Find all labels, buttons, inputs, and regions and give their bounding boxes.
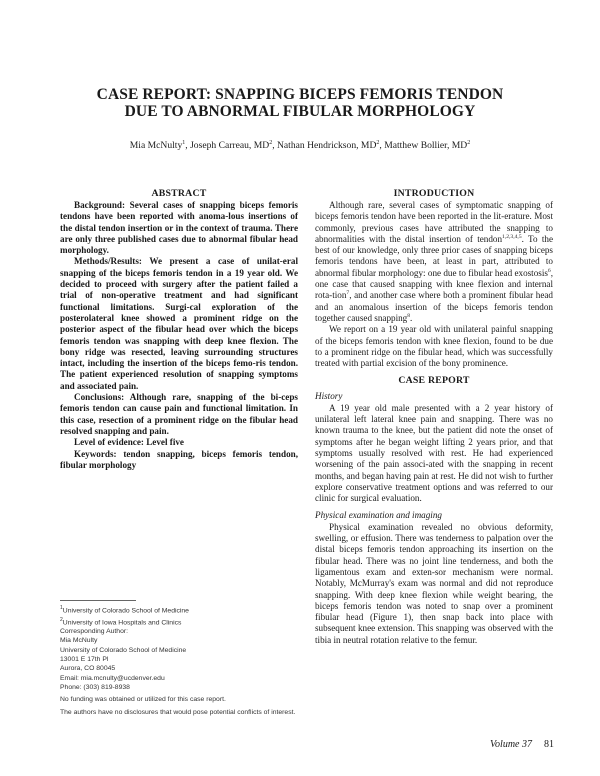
affiliation-1: $^1$University of Colorado School of Medicine (60, 605, 189, 615)
page-footer (490, 739, 554, 750)
funding-statement: No funding was obtained or utilized for this case report. (60, 696, 226, 704)
affiliation-2: $^2$University of Iowa Hospitals and Clinics (60, 616, 182, 626)
exam-paragraph: Physical examination revealed no obvious deformity, swelling, or effusion. There was tenderness to palpation over the distal biceps femoris tendon approaching its insertion on the fibular head. There was no joint line tenderness, and both the ligamentous exam and exten-sor mechanism were normal. Notably, McMurray's exam was normal and did not reproduce snapping. With deep knee flexion while weight bearing, the biceps femoris tendon was noted to snap over a prominent fibular head (Figure 1), then snap back into place with subsequent knee extension. This snapping was observed with the tibia in neutral rotation relative to the femur. (315, 521, 553, 645)
author-2: Joseph Carreau, $MD^2$, (190, 140, 277, 152)
journal-volume: Volume 37 (490, 739, 532, 750)
corresponding-street: 13001 E 17th Pl (60, 656, 109, 664)
exam-subheading: Physical examination and imaging (315, 510, 442, 521)
author-4: Matthew Bollier, $MD^2$ (384, 140, 471, 152)
footnote-rule (60, 600, 136, 601)
abstract-background: Background: Several cases of snapping biceps femoris tendons have been reported with anoma-lous insertions of the distal tendon insertion or in the context of trauma. There are only three published cases due to abnormal fibular head morphology. (60, 200, 298, 256)
footnotes (60, 600, 300, 717)
history-paragraph: A 19 year old male presented with a 2 year history of unilateral left lateral knee pain and snapping. There was no known trauma to the knee, but the patient did note the onset of symptoms after he began weight lifting 2 years prior, and that symptoms usually resolved with rest. He had experienced worsening of the pain associ-ated with the snapping in recent months, and began having pain at rest. He did not wish to further explore conservative treatment options and was referred to our clinic for surgical evaluation. (315, 402, 553, 504)
title-line-2: DUE TO ABNORMAL FIBULAR MORPHOLOGY (124, 103, 476, 120)
disclosure-statement: The authors have no disclosures that would pose potential conflicts of interest. (60, 708, 296, 716)
corresponding-email: Email: mia.mcnulty@ucdenver.edu (60, 674, 165, 682)
corresponding-name: Mia McNulty (60, 637, 98, 645)
right-column (315, 188, 553, 646)
history-subheading: History (315, 391, 343, 402)
introduction-paragraph-2: We report on a 19 year old with unilateral painful snapping of the biceps femoris tendon with knee flexion, found to be due to a prominent ridge on the fibular head, which was successfully treated with partial excision of the bony prominence. (315, 324, 553, 369)
author-1: Mia McNulty$^1$, (129, 140, 191, 152)
corresponding-institution: University of Colorado School of Medicine (60, 646, 187, 654)
abstract-conclusions: Conclusions: Although rare, snapping of the bi-ceps femoris tendon can cause pain and functional limitation. In this case, resection of a prominent ridge on the fibular head resolved snapping and pain. (60, 392, 298, 436)
corresponding-label: Corresponding Author: (60, 628, 129, 636)
title-line-1: CASE REPORT: SNAPPING BICEPS FEMORIS TENDON (96, 86, 504, 103)
case-report-heading: CASE REPORT (398, 375, 470, 387)
page-number: 81 (544, 739, 554, 750)
introduction-paragraph-1: Although rare, several cases of symptomatic snapping of biceps femoris tendon have been reported in the lit-erature. Most commonly, previous cases have attributed the snapping to abnormalities with the distal insertion of tendon$^{1,2,3,4,5}$. To the best of our knowledge, only three prior cases of snapping biceps femoris tendons have been, at least in part, attributed to abnormal fibular morphology: one due to fibular head exostosis$^6$, one case that caused snapping with knee flexion and internal rota-tion$^7$, and another case where both a prominent fibular head and an anomalous insertion of the biceps femoris tendon together caused snapping$^8$. (315, 200, 553, 323)
left-column (60, 188, 298, 471)
author-list (40, 140, 560, 151)
corresponding-city: Aurora, CO 80045 (60, 665, 116, 673)
introduction-heading: INTRODUCTION (393, 188, 475, 199)
abstract-level: Level of evidence: Level five (74, 437, 184, 448)
author-3: Nathan Hendrickson, $MD^2$, (277, 140, 385, 152)
abstract-keywords: Keywords: tendon snapping, biceps femoris tendon, fibular morphology (60, 448, 298, 470)
corresponding-phone: Phone: (303) 819-8938 (60, 683, 130, 691)
abstract-heading: ABSTRACT (151, 188, 207, 199)
abstract-methods: Methods/Results: We present a case of unilat-eral snapping of the biceps femoris tendon in a 19 year old. We decided to proceed with surgery after the patient failed a trial of non-operative treatment and had significant functional limitations. Surgi-cal exploration of the posterolateral knee showed a prominent ridge on the posterior aspect of the fibular head over which the biceps femoris tendon was snapping with deep knee flexion. The bony ridge was resected, leaving surrounding structures intact, including the insertion of the biceps femo-ris tendon. The patient experienced resolution of snapping symptoms and associated pain. (60, 256, 298, 391)
article-title (60, 86, 540, 120)
